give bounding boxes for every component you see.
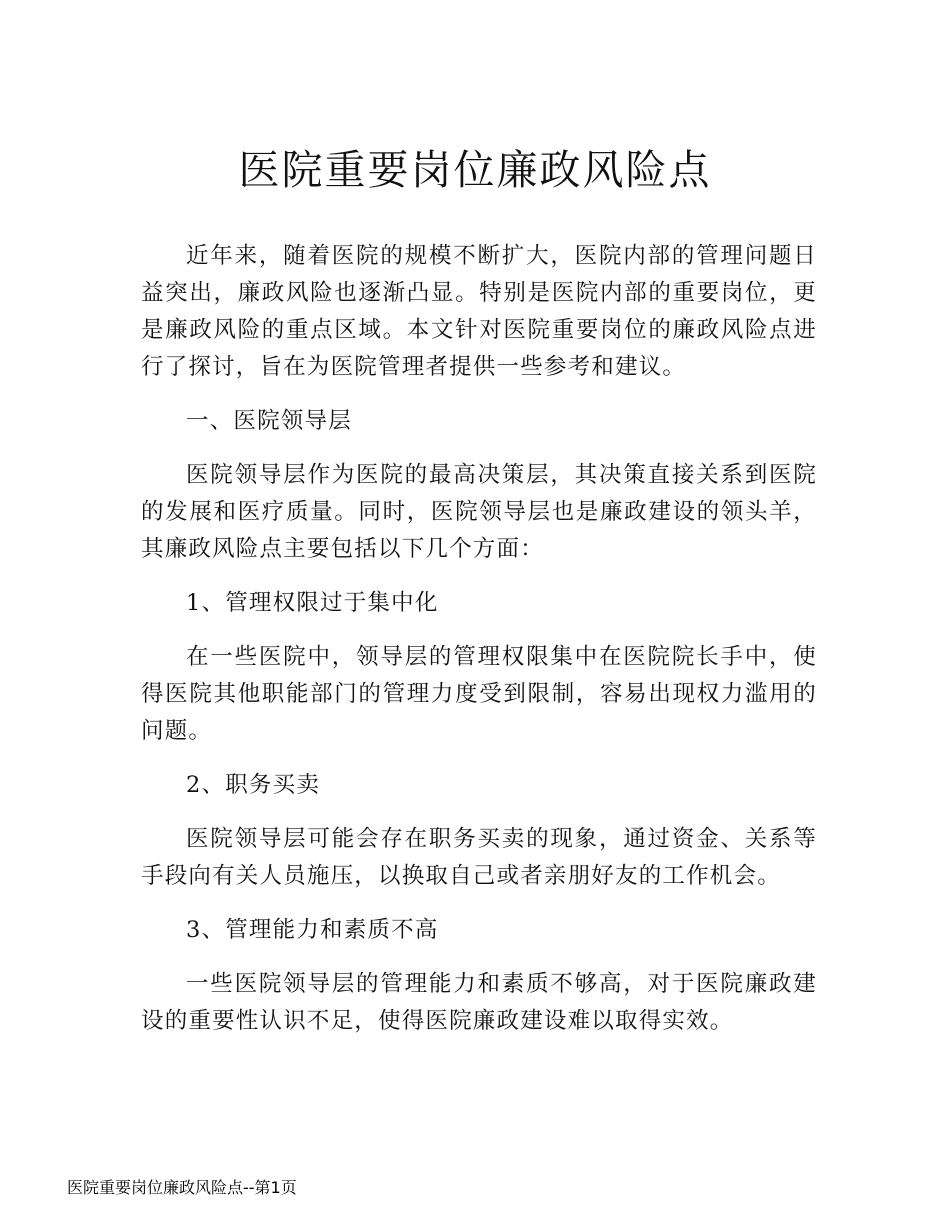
subheading-management-ability: 3、管理能力和素质不高	[186, 917, 439, 943]
power-concentration-paragraph: 在一些医院中，领导层的管理权限集中在医院院长手中，使得医院其他职能部门的管理力度受到限制，容易出现权力滥用的问题。	[141, 644, 817, 744]
leadership-paragraph: 医院领导层作为医院的最高决策层，其决策直接关系到医院的发展和医疗质量。同时，医院领导层也是廉政建设的领头羊，其廉政风险点主要包括以下几个方面：	[141, 462, 817, 562]
page-footer: 医院重要岗位廉政风险点--第1页	[67, 1178, 297, 1197]
document-body	[141, 238, 817, 1057]
document-title: 医院重要岗位廉政风险点	[238, 146, 712, 194]
position-trading-paragraph: 医院领导层可能会存在职务买卖的现象，通过资金、关系等手段向有关人员施压，以换取自己或者亲朋好友的工作机会。	[141, 826, 817, 889]
section-heading-leadership: 一、医院领导层	[186, 408, 352, 434]
subheading-position-trading: 2、职务买卖	[186, 772, 321, 798]
intro-paragraph: 近年来，随着医院的规模不断扩大，医院内部的管理问题日益突出，廉政风险也逐渐凸显。特别是医院内部的重要岗位，更是廉政风险的重点区域。本文针对医院重要岗位的廉政风险点进行了探讨，旨在为医院管理者提供一些参考和建议。	[141, 243, 817, 380]
subheading-power-concentration: 1、管理权限过于集中化	[186, 590, 439, 616]
management-ability-paragraph: 一些医院领导层的管理能力和素质不够高，对于医院廉政建设的重要性认识不足，使得医院廉政建设难以取得实效。	[141, 971, 817, 1034]
